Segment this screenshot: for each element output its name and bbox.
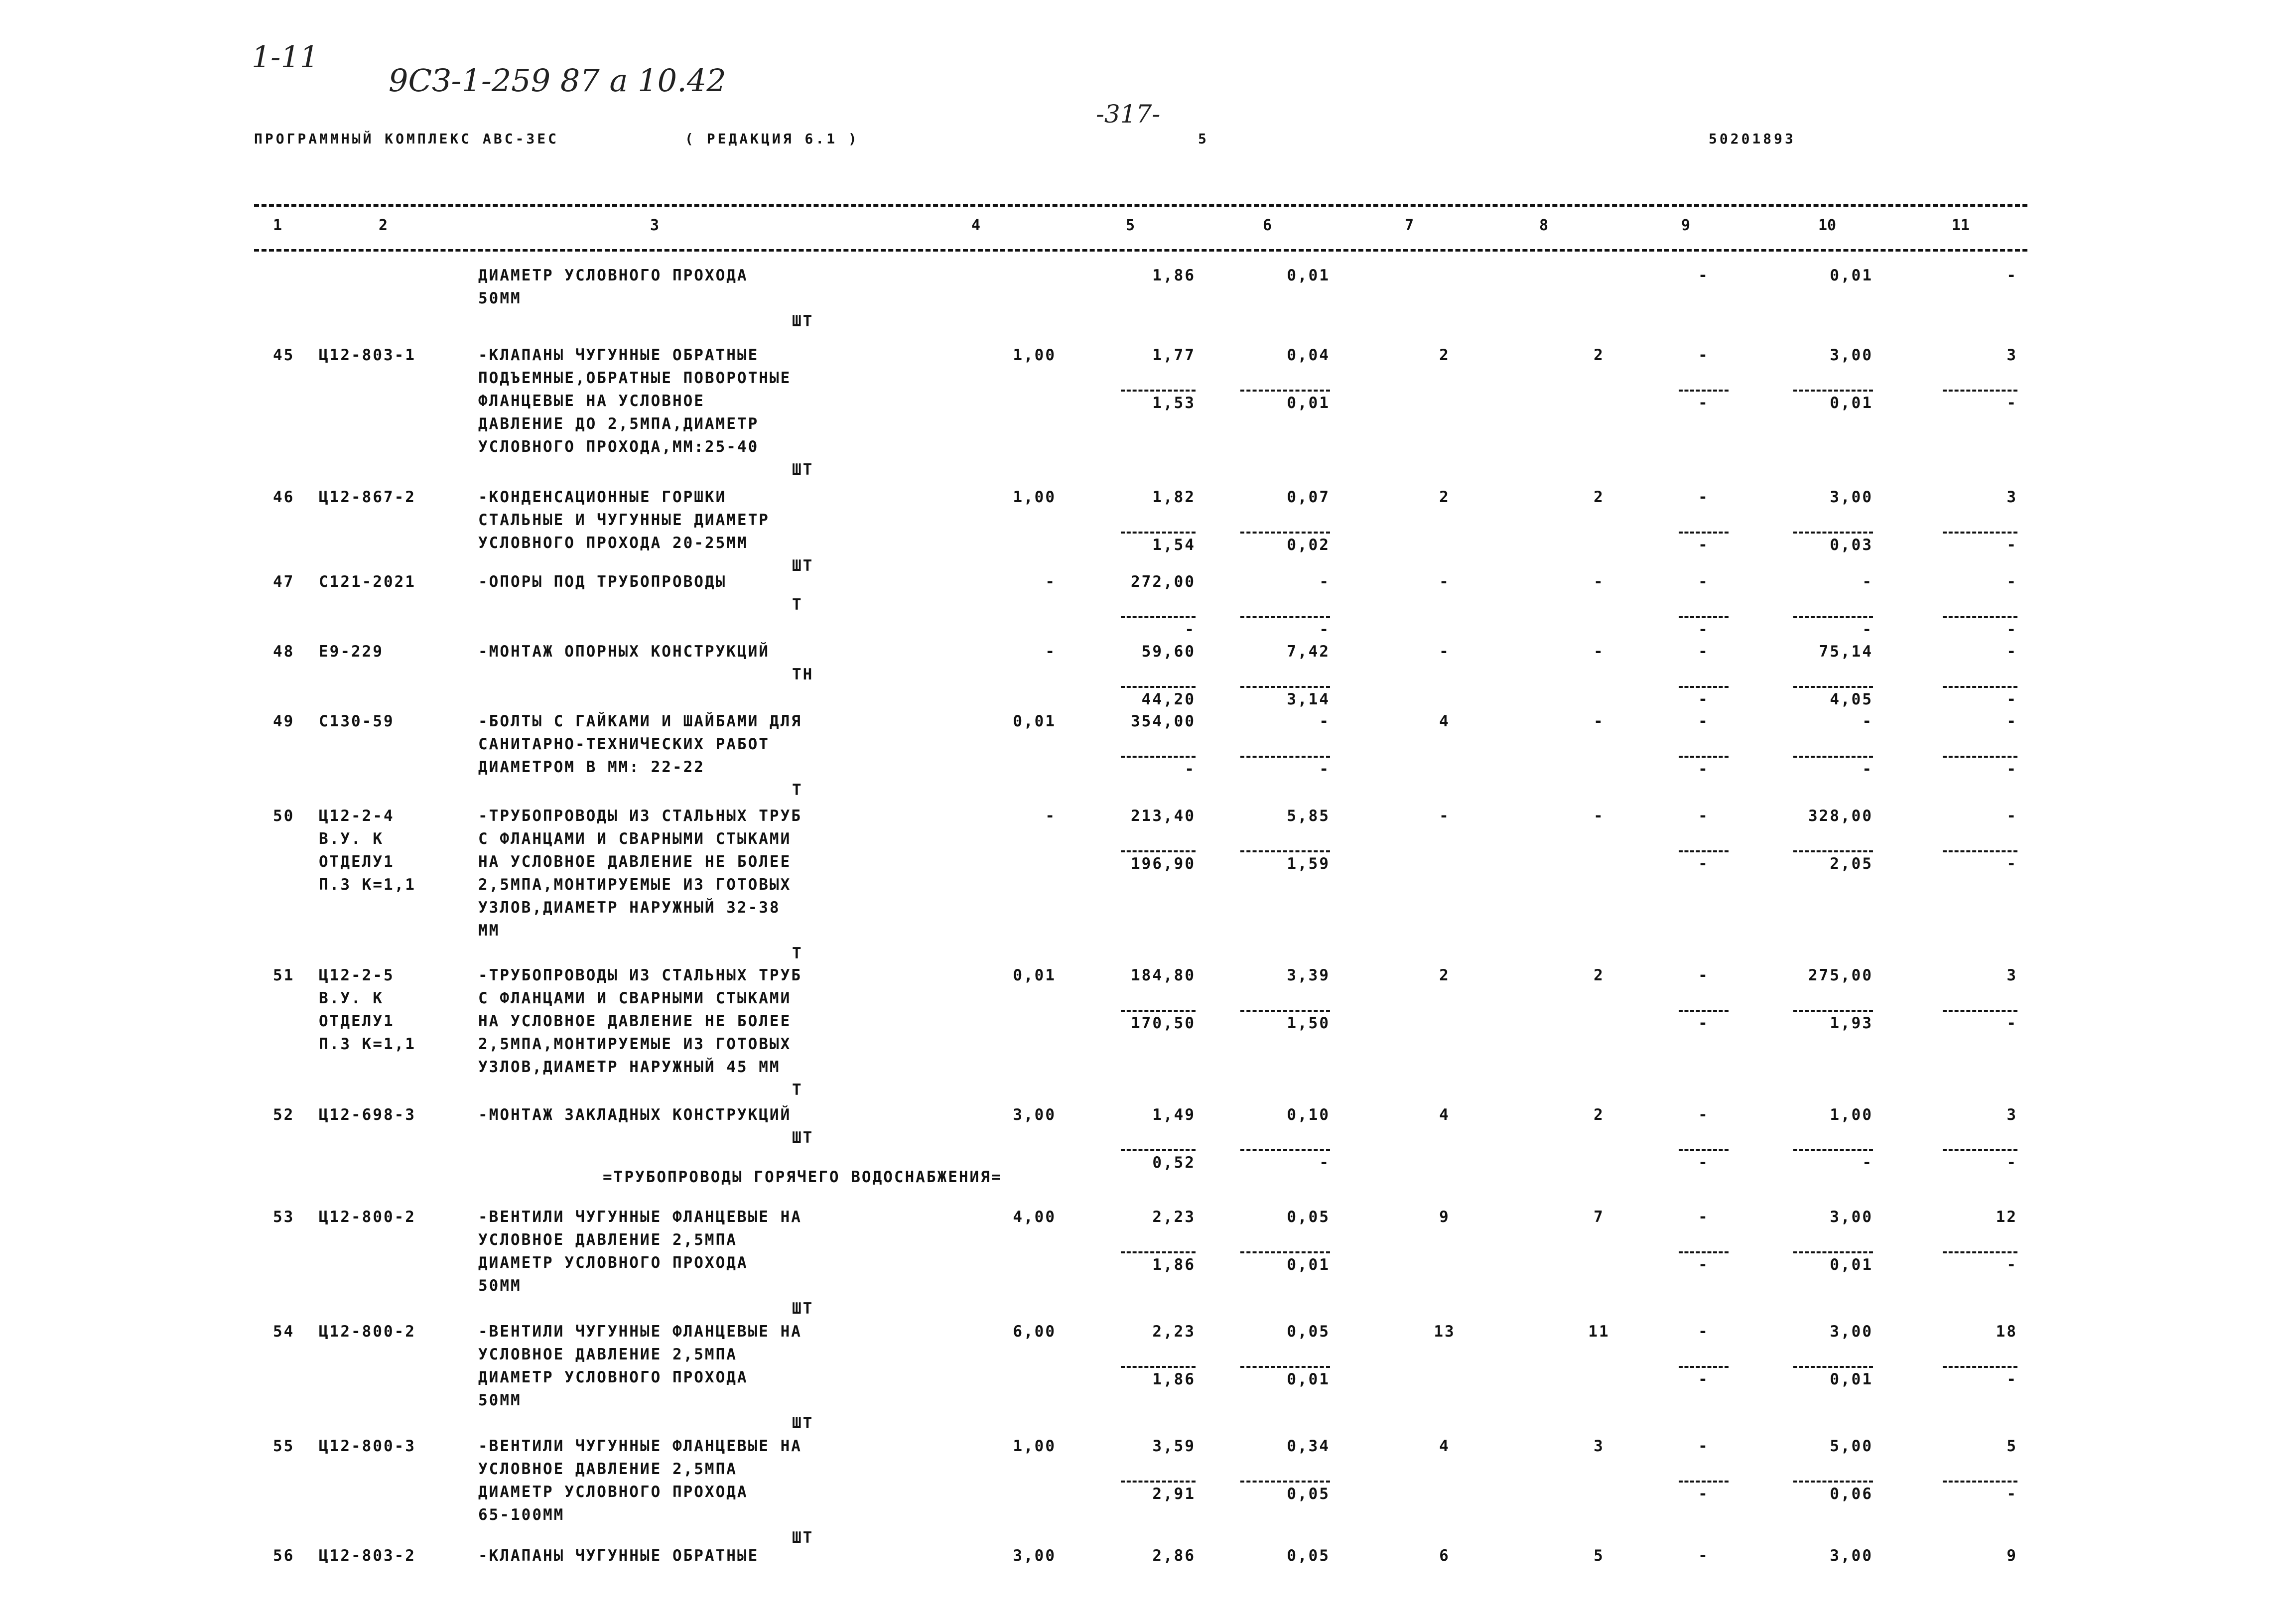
cell-col4: 0,01	[1013, 712, 1056, 730]
row-number: 45	[273, 346, 295, 364]
cell-col6-sub: 0,05	[1240, 1481, 1330, 1505]
description-line: С ФЛАНЦАМИ И СВАРНЫМИ СТЫКАМИ	[478, 989, 792, 1007]
norm-code: П.3 К=1,1	[319, 1035, 416, 1053]
cell-col7: 2	[1439, 966, 1450, 984]
cell-col10: 5,00	[1830, 1437, 1873, 1455]
norm-code: В.У. К	[319, 989, 384, 1007]
cell-col10-sub: 0,01	[1793, 1366, 1873, 1391]
cell-col5: 2,86	[1152, 1547, 1196, 1565]
cell-col4: 3,00	[1013, 1106, 1056, 1124]
cell-col10: -	[1862, 573, 1873, 591]
cell-col9-sub: -	[1679, 390, 1729, 414]
table-header-rule	[254, 249, 2027, 252]
unit-label: ШТ	[792, 1529, 814, 1547]
cell-col10-sub: -	[1793, 616, 1873, 641]
handwritten-sheet-mark: 1-11	[252, 40, 319, 75]
column-header-2: 2	[379, 217, 388, 234]
cell-col6: 7,42	[1287, 643, 1330, 661]
cell-col11: -	[2006, 643, 2017, 661]
row-number: 46	[273, 488, 295, 506]
cell-col4: 6,00	[1013, 1323, 1056, 1341]
cell-col9-sub: -	[1679, 616, 1729, 641]
norm-code: Ц12-803-2	[319, 1547, 416, 1565]
description-line: 50ММ	[478, 1277, 522, 1295]
cell-col5: 272,00	[1131, 573, 1196, 591]
cell-col5-sub: 1,53	[1121, 390, 1196, 414]
cell-col5: 59,60	[1141, 643, 1196, 661]
cell-col11-sub: -	[1943, 686, 2017, 711]
description-line: САНИТАРНО-ТЕХНИЧЕСКИХ РАБОТ	[478, 735, 770, 753]
cell-col10-sub: 0,01	[1793, 390, 1873, 414]
cell-col9: -	[1698, 1106, 1709, 1124]
cell-col4: -	[1045, 573, 1056, 591]
cell-col8: -	[1594, 807, 1604, 825]
cell-col6-sub: 0,01	[1240, 390, 1330, 414]
description-line: ФЛАНЦЕВЫЕ НА УСЛОВНОЕ	[478, 392, 705, 410]
unit-label: ШТ	[792, 312, 814, 330]
cell-col6: 0,05	[1287, 1323, 1330, 1341]
row-number: 56	[273, 1547, 295, 1565]
description-line: -ВЕНТИЛИ ЧУГУННЫЕ ФЛАНЦЕВЫЕ НА	[478, 1208, 802, 1226]
section-title: =ТРУБОПРОВОДЫ ГОРЯЧЕГО ВОДОСНАБЖЕНИЯ=	[603, 1168, 1002, 1186]
cell-col9-sub: -	[1679, 1251, 1729, 1276]
cell-col9-sub: -	[1679, 1366, 1729, 1391]
cell-col9-sub: -	[1679, 1481, 1729, 1505]
cell-col5-sub: 44,20	[1121, 686, 1196, 711]
cell-col10-sub: 0,06	[1793, 1481, 1873, 1505]
cell-col8: 3	[1594, 1437, 1604, 1455]
column-header-6: 6	[1263, 217, 1272, 234]
cell-col8: -	[1594, 643, 1604, 661]
cell-col5-sub: 196,90	[1121, 850, 1196, 875]
cell-col5-sub: -	[1121, 616, 1196, 641]
description-line: 50ММ	[478, 1391, 522, 1409]
cell-col6-sub: 1,59	[1240, 850, 1330, 875]
norm-code: Ц12-698-3	[319, 1106, 416, 1124]
cell-col4: -	[1045, 807, 1056, 825]
cell-col5: 1,49	[1152, 1106, 1196, 1124]
description-line: -МОНТАЖ ЗАКЛАДНЫХ КОНСТРУКЦИЙ	[478, 1106, 792, 1124]
cell-col11: 3	[2006, 966, 2017, 984]
description-line: -ОПОРЫ ПОД ТРУБОПРОВОДЫ	[478, 573, 727, 591]
header-mark: 5	[1198, 131, 1209, 147]
description-line: УСЛОВНОЕ ДАВЛЕНИЕ 2,5МПА	[478, 1460, 737, 1478]
cell-col11: 3	[2006, 1106, 2017, 1124]
cell-col9: -	[1698, 267, 1709, 284]
cell-col9: -	[1698, 1208, 1709, 1226]
cell-col4: -	[1045, 643, 1056, 661]
description-line: -ТРУБОПРОВОДЫ ИЗ СТАЛЬНЫХ ТРУБ	[478, 966, 802, 984]
cell-col8: 11	[1588, 1323, 1610, 1341]
cell-col10: -	[1862, 712, 1873, 730]
cell-col7: 2	[1439, 346, 1450, 364]
cell-col11-sub: -	[1943, 532, 2017, 556]
description-line: УСЛОВНОГО ПРОХОДА,ММ:25-40	[478, 438, 759, 456]
description-line: СТАЛЬНЫЕ И ЧУГУННЫЕ ДИАМЕТР	[478, 511, 770, 529]
cell-col5: 213,40	[1131, 807, 1196, 825]
column-header-10: 10	[1818, 217, 1837, 234]
norm-code: ОТДЕЛУ1	[319, 853, 395, 871]
column-header-4: 4	[971, 217, 981, 234]
norm-code: П.3 К=1,1	[319, 876, 416, 894]
cell-col11-sub: -	[1943, 1366, 2017, 1391]
cell-col7: 9	[1439, 1208, 1450, 1226]
row-number: 52	[273, 1106, 295, 1124]
description-line: -ВЕНТИЛИ ЧУГУННЫЕ ФЛАНЦЕВЫЕ НА	[478, 1437, 802, 1455]
cell-col10: 3,00	[1830, 488, 1873, 506]
cell-col10-sub: 0,03	[1793, 532, 1873, 556]
cell-col11-sub: -	[1943, 390, 2017, 414]
cell-col5: 184,80	[1131, 966, 1196, 984]
unit-label: ШТ	[792, 1300, 814, 1318]
description-line: -КОНДЕНСАЦИОННЫЕ ГОРШКИ	[478, 488, 727, 506]
cell-col11: -	[2006, 712, 2017, 730]
cell-col5: 354,00	[1131, 712, 1196, 730]
cell-col11-sub: -	[1943, 1481, 2017, 1505]
program-title: ПРОГРАММНЫЙ КОМПЛЕКС АВС-3ЕС	[254, 131, 559, 147]
cell-col7: 2	[1439, 488, 1450, 506]
description-line: -ВЕНТИЛИ ЧУГУННЫЕ ФЛАНЦЕВЫЕ НА	[478, 1323, 802, 1341]
cell-col11: 18	[1996, 1323, 2017, 1341]
cell-col5-sub: 1,86	[1121, 1251, 1196, 1276]
description-line: ММ	[478, 922, 500, 940]
description-line: -БОЛТЫ С ГАЙКАМИ И ШАЙБАМИ ДЛЯ	[478, 712, 802, 730]
description-line: -КЛАПАНЫ ЧУГУННЫЕ ОБРАТНЫЕ	[478, 346, 759, 364]
row-number: 50	[273, 807, 295, 825]
cell-col7: -	[1439, 573, 1450, 591]
column-header-9: 9	[1681, 217, 1691, 234]
norm-code: Ц12-2-4	[319, 807, 395, 825]
handwritten-page-number: -317-	[1096, 100, 1161, 129]
cell-col4: 0,01	[1013, 966, 1056, 984]
description-line: ДИАМЕТР УСЛОВНОГО ПРОХОДА	[478, 267, 748, 284]
description-line: 2,5МПА,МОНТИРУЕМЫЕ ИЗ ГОТОВЫХ	[478, 1035, 792, 1053]
cell-col10-sub: -	[1793, 1149, 1873, 1174]
cell-col5: 1,82	[1152, 488, 1196, 506]
cell-col6: 0,07	[1287, 488, 1330, 506]
cell-col4: 4,00	[1013, 1208, 1056, 1226]
cell-col10-sub: 2,05	[1793, 850, 1873, 875]
column-header-8: 8	[1539, 217, 1549, 234]
norm-code: Е9-229	[319, 643, 384, 661]
cell-col11-sub: -	[1943, 756, 2017, 781]
norm-code: Ц12-800-2	[319, 1208, 416, 1226]
cell-col5: 2,23	[1152, 1323, 1196, 1341]
column-header-3: 3	[650, 217, 660, 234]
cell-col10-sub: -	[1793, 756, 1873, 781]
table-top-rule	[254, 204, 2027, 207]
cell-col10: 3,00	[1830, 1323, 1873, 1341]
cell-col5: 1,77	[1152, 346, 1196, 364]
cell-col6: 0,04	[1287, 346, 1330, 364]
row-number: 49	[273, 712, 295, 730]
unit-label: Т	[792, 1081, 803, 1099]
cell-col6: -	[1319, 712, 1330, 730]
cell-col10: 3,00	[1830, 346, 1873, 364]
cell-col11: 3	[2006, 488, 2017, 506]
edition-label: ( РЕДАКЦИЯ 6.1 )	[685, 131, 859, 147]
description-line: УСЛОВНОЕ ДАВЛЕНИЕ 2,5МПА	[478, 1346, 737, 1363]
row-number: 53	[273, 1208, 295, 1226]
cell-col11-sub: -	[1943, 1010, 2017, 1035]
description-line: 65-100ММ	[478, 1506, 565, 1524]
description-line: ПОДЪЕМНЫЕ,ОБРАТНЫЕ ПОВОРОТНЫЕ	[478, 369, 792, 387]
cell-col5: 3,59	[1152, 1437, 1196, 1455]
cell-col6: 3,39	[1287, 966, 1330, 984]
cell-col6: 0,34	[1287, 1437, 1330, 1455]
description-line: ДИАМЕТР УСЛОВНОГО ПРОХОДА	[478, 1254, 748, 1272]
cell-col6-sub: -	[1240, 616, 1330, 641]
cell-col7: 4	[1439, 712, 1450, 730]
norm-code: В.У. К	[319, 830, 384, 848]
description-line: 50ММ	[478, 289, 522, 307]
cell-col8: 2	[1594, 346, 1604, 364]
description-line: УЗЛОВ,ДИАМЕТР НАРУЖНЫЙ 45 ММ	[478, 1058, 781, 1076]
cell-col6: -	[1319, 573, 1330, 591]
description-line: ДИАМЕТР УСЛОВНОГО ПРОХОДА	[478, 1483, 748, 1501]
cell-col7: 4	[1439, 1106, 1450, 1124]
cell-col6-sub: 1,50	[1240, 1010, 1330, 1035]
cell-col5: 1,86	[1152, 267, 1196, 284]
description-line: УСЛОВНОГО ПРОХОДА 20-25ММ	[478, 534, 748, 552]
cell-col7: 6	[1439, 1547, 1450, 1565]
cell-col6-sub: 0,01	[1240, 1366, 1330, 1391]
cell-col5-sub: 0,52	[1121, 1149, 1196, 1174]
cell-col6-sub: 0,02	[1240, 532, 1330, 556]
unit-label: ШТ	[792, 1414, 814, 1432]
unit-label: ШТ	[792, 461, 814, 479]
cell-col8: -	[1594, 712, 1604, 730]
cell-col9: -	[1698, 1547, 1709, 1565]
cell-col6: 0,10	[1287, 1106, 1330, 1124]
cell-col10: 3,00	[1830, 1547, 1873, 1565]
column-header-11: 11	[1952, 217, 1970, 234]
column-header-7: 7	[1405, 217, 1414, 234]
description-line: -ТРУБОПРОВОДЫ ИЗ СТАЛЬНЫХ ТРУБ	[478, 807, 802, 825]
cell-col10-sub: 1,93	[1793, 1010, 1873, 1035]
cell-col5-sub: 170,50	[1121, 1010, 1196, 1035]
description-line: УСЛОВНОЕ ДАВЛЕНИЕ 2,5МПА	[478, 1231, 737, 1249]
cell-col6: 0,05	[1287, 1208, 1330, 1226]
cell-col11-sub: -	[1943, 1251, 2017, 1276]
cell-col7: -	[1439, 807, 1450, 825]
cell-col8: -	[1594, 573, 1604, 591]
cell-col9: -	[1698, 488, 1709, 506]
cell-col9: -	[1698, 712, 1709, 730]
cell-col6-sub: 0,01	[1240, 1251, 1330, 1276]
row-number: 54	[273, 1323, 295, 1341]
cell-col8: 2	[1594, 966, 1604, 984]
cell-col9: -	[1698, 643, 1709, 661]
cell-col10: 75,14	[1819, 643, 1873, 661]
cell-col10: 1,00	[1830, 1106, 1873, 1124]
cell-col10: 275,00	[1808, 966, 1873, 984]
cell-col6-sub: -	[1240, 756, 1330, 781]
cell-col6: 0,01	[1287, 267, 1330, 284]
cell-col9: -	[1698, 346, 1709, 364]
cell-col5-sub: 2,91	[1121, 1481, 1196, 1505]
unit-label: Т	[792, 596, 803, 614]
cell-col6-sub: 3,14	[1240, 686, 1330, 711]
norm-code: Ц12-800-2	[319, 1323, 416, 1341]
cell-col9: -	[1698, 573, 1709, 591]
column-header-1: 1	[273, 217, 282, 234]
cell-col4: 3,00	[1013, 1547, 1056, 1565]
norm-code: ОТДЕЛУ1	[319, 1012, 395, 1030]
cell-col10-sub: 4,05	[1793, 686, 1873, 711]
cell-col5: 2,23	[1152, 1208, 1196, 1226]
cell-col6: 5,85	[1287, 807, 1330, 825]
norm-code: С130-59	[319, 712, 395, 730]
description-line: -МОНТАЖ ОПОРНЫХ КОНСТРУКЦИЙ	[478, 643, 770, 661]
unit-label: ТН	[792, 666, 814, 683]
cell-col9: -	[1698, 966, 1709, 984]
cell-col11: 12	[1996, 1208, 2017, 1226]
description-line: НА УСЛОВНОЕ ДАВЛЕНИЕ НЕ БОЛЕЕ	[478, 853, 792, 871]
cell-col9: -	[1698, 1323, 1709, 1341]
norm-code: С121-2021	[319, 573, 416, 591]
cell-col6-sub: -	[1240, 1149, 1330, 1174]
cell-col4: 1,00	[1013, 488, 1056, 506]
cell-col10: 0,01	[1830, 267, 1873, 284]
description-line: ДИАМЕТРОМ В ММ: 22-22	[478, 758, 705, 776]
cell-col10: 328,00	[1808, 807, 1873, 825]
row-number: 55	[273, 1437, 295, 1455]
cell-col8: 2	[1594, 488, 1604, 506]
cell-col9-sub: -	[1679, 532, 1729, 556]
cell-col4: 1,00	[1013, 1437, 1056, 1455]
cell-col8: 5	[1594, 1547, 1604, 1565]
cell-col11: 3	[2006, 346, 2017, 364]
handwritten-document-code: 9СЗ-1-259 87 а 10.42	[389, 62, 726, 99]
cell-col9-sub: -	[1679, 1149, 1729, 1174]
cell-col9: -	[1698, 807, 1709, 825]
row-number: 51	[273, 966, 295, 984]
description-line: НА УСЛОВНОЕ ДАВЛЕНИЕ НЕ БОЛЕЕ	[478, 1012, 792, 1030]
cell-col5-sub: 1,54	[1121, 532, 1196, 556]
unit-label: ШТ	[792, 1129, 814, 1147]
cell-col11-sub: -	[1943, 616, 2017, 641]
cell-col9-sub: -	[1679, 756, 1729, 781]
cell-col8: 7	[1594, 1208, 1604, 1226]
cell-col8: 2	[1594, 1106, 1604, 1124]
cell-col4: 1,00	[1013, 346, 1056, 364]
unit-label: Т	[792, 945, 803, 962]
norm-code: Ц12-2-5	[319, 966, 395, 984]
cell-col11: 9	[2006, 1547, 2017, 1565]
description-line: ДИАМЕТР УСЛОВНОГО ПРОХОДА	[478, 1368, 748, 1386]
norm-code: Ц12-800-3	[319, 1437, 416, 1455]
cell-col9-sub: -	[1679, 850, 1729, 875]
description-line: УЗЛОВ,ДИАМЕТР НАРУЖНЫЙ 32-38	[478, 899, 781, 917]
description-line: 2,5МПА,МОНТИРУЕМЫЕ ИЗ ГОТОВЫХ	[478, 876, 792, 894]
cell-col9: -	[1698, 1437, 1709, 1455]
description-line: -КЛАПАНЫ ЧУГУННЫЕ ОБРАТНЫЕ	[478, 1547, 759, 1565]
cell-col7: 13	[1434, 1323, 1456, 1341]
description-line: С ФЛАНЦАМИ И СВАРНЫМИ СТЫКАМИ	[478, 830, 792, 848]
row-number: 48	[273, 643, 295, 661]
norm-code: Ц12-803-1	[319, 346, 416, 364]
norm-code: Ц12-867-2	[319, 488, 416, 506]
row-number: 47	[273, 573, 295, 591]
cell-col11-sub: -	[1943, 850, 2017, 875]
cell-col7: 4	[1439, 1437, 1450, 1455]
cell-col11: -	[2006, 267, 2017, 284]
cell-col11: -	[2006, 807, 2017, 825]
cell-col11: -	[2006, 573, 2017, 591]
cell-col9-sub: -	[1679, 1010, 1729, 1035]
unit-label: Т	[792, 781, 803, 799]
cell-col5-sub: -	[1121, 756, 1196, 781]
cell-col6: 0,05	[1287, 1547, 1330, 1565]
cell-col10-sub: 0,01	[1793, 1251, 1873, 1276]
description-line: ДАВЛЕНИЕ ДО 2,5МПА,ДИАМЕТР	[478, 415, 759, 433]
column-header-5: 5	[1126, 217, 1135, 234]
cell-col10: 3,00	[1830, 1208, 1873, 1226]
cell-col5-sub: 1,86	[1121, 1366, 1196, 1391]
document-number: 50201893	[1709, 131, 1796, 147]
cell-col7: -	[1439, 643, 1450, 661]
cell-col9-sub: -	[1679, 686, 1729, 711]
unit-label: ШТ	[792, 557, 814, 575]
cell-col11-sub: -	[1943, 1149, 2017, 1174]
cell-col11: 5	[2006, 1437, 2017, 1455]
